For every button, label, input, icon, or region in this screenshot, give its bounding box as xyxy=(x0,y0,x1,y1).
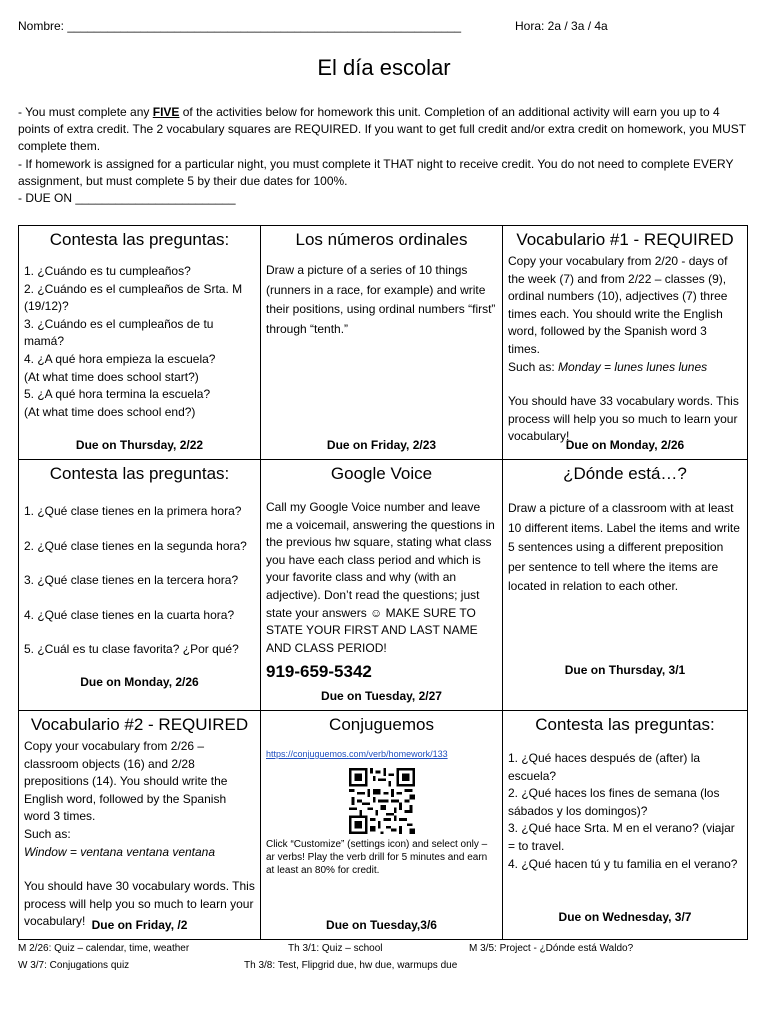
instruction-paragraph-1: - You must complete any FIVE of the activities below for homework this unit. Completion of an additional activity will earn you up to 4 points of extra credit. The 2 vocabulary squares are REQUIRED. If you want to get full credit and/or extra credit on homework, you MUST complete them. xyxy=(18,105,746,154)
phone-number: 919-659-5342 xyxy=(266,662,372,682)
example-label: Such as: xyxy=(24,826,71,841)
question-line: 1. ¿Qué clase tienes en la primera hora? xyxy=(24,504,242,518)
instructions xyxy=(18,104,753,207)
instruction-paragraph-2: - If homework is assigned for a particular night, you must complete it THAT night to receive credit. You do not need to complete EVERY assignment, but must complete 5 by their due dates for 100%. xyxy=(18,156,734,188)
activity-title: Google Voice xyxy=(330,464,433,483)
activity-title: Contesta las preguntas: xyxy=(49,464,230,483)
schedule-item: W 3/7: Conjugations quiz xyxy=(18,960,130,971)
question-line: 4. ¿Qué clase tienes en la cuarta hora? xyxy=(24,607,235,622)
class-period-line: Hora: 2a / 3a / 4a xyxy=(515,19,608,33)
due-date: Due on Monday, 2/26 xyxy=(565,438,685,453)
activity-title: Los números ordinales xyxy=(295,230,468,249)
page-title: El día escolar xyxy=(317,55,451,80)
question-line: 5. ¿A qué hora termina la escuela? xyxy=(24,387,211,402)
activity-google-voice xyxy=(261,460,503,711)
due-date: Due on Friday, 2/23 xyxy=(326,438,437,453)
activity-donde-esta xyxy=(503,460,748,711)
schedule-item: Th 3/1: Quiz – school xyxy=(288,943,383,954)
question-line: 4. ¿A qué hora empieza la escuela? xyxy=(24,351,216,366)
question-line: 3. ¿Qué hace Srta. M en el verano? (viajar = to travel. xyxy=(508,821,735,853)
activity-title: Contesta las preguntas: xyxy=(535,715,715,734)
activity-contesta-3 xyxy=(503,711,748,940)
due-date: Due on Tuesday,3/6 xyxy=(326,918,437,933)
schedule-item: M 3/5: Project - ¿Dónde está Waldo? xyxy=(469,943,634,954)
example-text: Monday = lunes lunes lunes xyxy=(558,359,708,374)
due-date: Due on Friday, /2 xyxy=(91,918,188,933)
activity-contesta-1 xyxy=(19,226,261,460)
due-date: Due on Thursday, 3/1 xyxy=(564,663,686,678)
example-text: Window = ventana ventana ventana xyxy=(24,844,216,859)
activity-title: Vocabulario #2 - REQUIRED xyxy=(30,715,249,734)
due-date: Due on Wednesday, 3/7 xyxy=(558,910,692,925)
schedule-item: M 2/26: Quiz – calendar, time, weather xyxy=(18,943,190,954)
schedule-item: Th 3/8: Test, Flipgrid due, hw due, warmups due xyxy=(244,960,458,971)
activity-instructions: Copy your vocabulary from 2/20 - days of the week (7) and from 2/22 – classes (9), ordinal numbers (10), adjectives (7) three times each. You should write the English word, followed by the Spanish word 3 times. xyxy=(508,254,728,356)
name-line: Nombre: ___________________________________________________________ xyxy=(18,19,462,33)
vocab-note: You should have 33 vocabulary words. This process will help you so much to learn your vocabulary! xyxy=(508,394,739,444)
question-line: 2. ¿Cuándo es el cumpleaños de Srta. M (19/12)? xyxy=(24,281,243,314)
vocab-note: You should have 30 vocabulary words. This process will help you so much to learn your vocabulary! xyxy=(24,879,255,929)
activity-grid xyxy=(18,225,748,940)
activity-title: Vocabulario #1 - REQUIRED xyxy=(516,230,734,249)
question-line: 3. ¿Qué clase tienes en la tercera hora? xyxy=(24,573,239,588)
due-on-line: - DUE ON ________________________ xyxy=(18,191,236,206)
activity-title: ¿Dónde está…? xyxy=(563,464,687,483)
activity-contesta-2 xyxy=(19,460,261,711)
question-line: 5. ¿Cuál es tu clase favorita? ¿Por qué? xyxy=(24,642,239,657)
due-date: Due on Monday, 2/26 xyxy=(80,675,199,690)
question-list xyxy=(24,263,255,421)
due-date: Due on Tuesday, 2/27 xyxy=(321,689,442,704)
activity-vocabulario-2 xyxy=(19,711,261,940)
activity-numeros-ordinales xyxy=(261,226,503,460)
question-list xyxy=(508,750,742,873)
activity-instructions: Draw a picture of a series of 10 things (runners in a race, for example) and write their positions, using ordinal numbers “first” through “tenth.” xyxy=(266,263,496,336)
question-line: 3. ¿Cuándo es el cumpleaños de tu mamá? xyxy=(24,316,214,349)
activity-instructions: Copy your vocabulary from 2/26 – classroom objects (16) and 2/28 prepositions (14). You should write the English word, followed by the Spanish word 3 times. xyxy=(24,739,228,824)
activity-instructions: Click “Customize” (settings icon) and select only – ar verbs! Play the verb drill for 5 minutes and earn at least an 80% for credit. xyxy=(266,838,488,876)
question-line: (At what time does school start?) xyxy=(24,369,199,384)
activity-title: Contesta las preguntas: xyxy=(49,230,230,249)
activity-conjuguemos xyxy=(261,711,503,940)
question-line: 1. ¿Qué haces después de (after) la escuela? xyxy=(508,751,701,783)
question-line: 2. ¿Qué haces los fines de semana (los sábados y los domingos)? xyxy=(508,786,720,818)
conjuguemos-link[interactable]: https://conjuguemos.com/verb/homework/133 xyxy=(266,749,448,759)
example-line: Such as: Monday = lunes lunes lunes xyxy=(508,359,708,374)
activity-instructions: Call my Google Voice number and leave me a voicemail, answering the questions in the previous hw square, stating what class you have each class period and which is your favorite class and why (with an adjective). Don’t read the questions; just state your answers ☺ MAKE SURE TO STATE YOUR FIRST AND LAST NAME AND CLASS PERIOD! xyxy=(266,500,495,655)
qr-code-icon xyxy=(349,768,415,834)
question-line: 4. ¿Qué hacen tú y tu familia en el verano? xyxy=(508,856,738,871)
worksheet-header xyxy=(18,19,750,37)
test-schedule-footer xyxy=(18,943,758,977)
activity-instructions: Draw a picture of a classroom with at least 10 different items. Label the items and write 5 sentences using a different preposition per sentence to tell where the items are located in relation to each other. xyxy=(508,501,740,593)
question-list xyxy=(24,503,255,659)
five-emphasis: FIVE xyxy=(152,105,180,119)
question-line: 2. ¿Qué clase tienes en la segunda hora? xyxy=(24,538,247,553)
activity-vocabulario-1 xyxy=(503,226,748,460)
due-date: Due on Thursday, 2/22 xyxy=(75,438,204,453)
question-line: 1. ¿Cuándo es tu cumpleaños? xyxy=(24,264,191,278)
activity-title: Conjuguemos xyxy=(329,715,434,734)
question-line: (At what time does school end?) xyxy=(24,404,196,419)
